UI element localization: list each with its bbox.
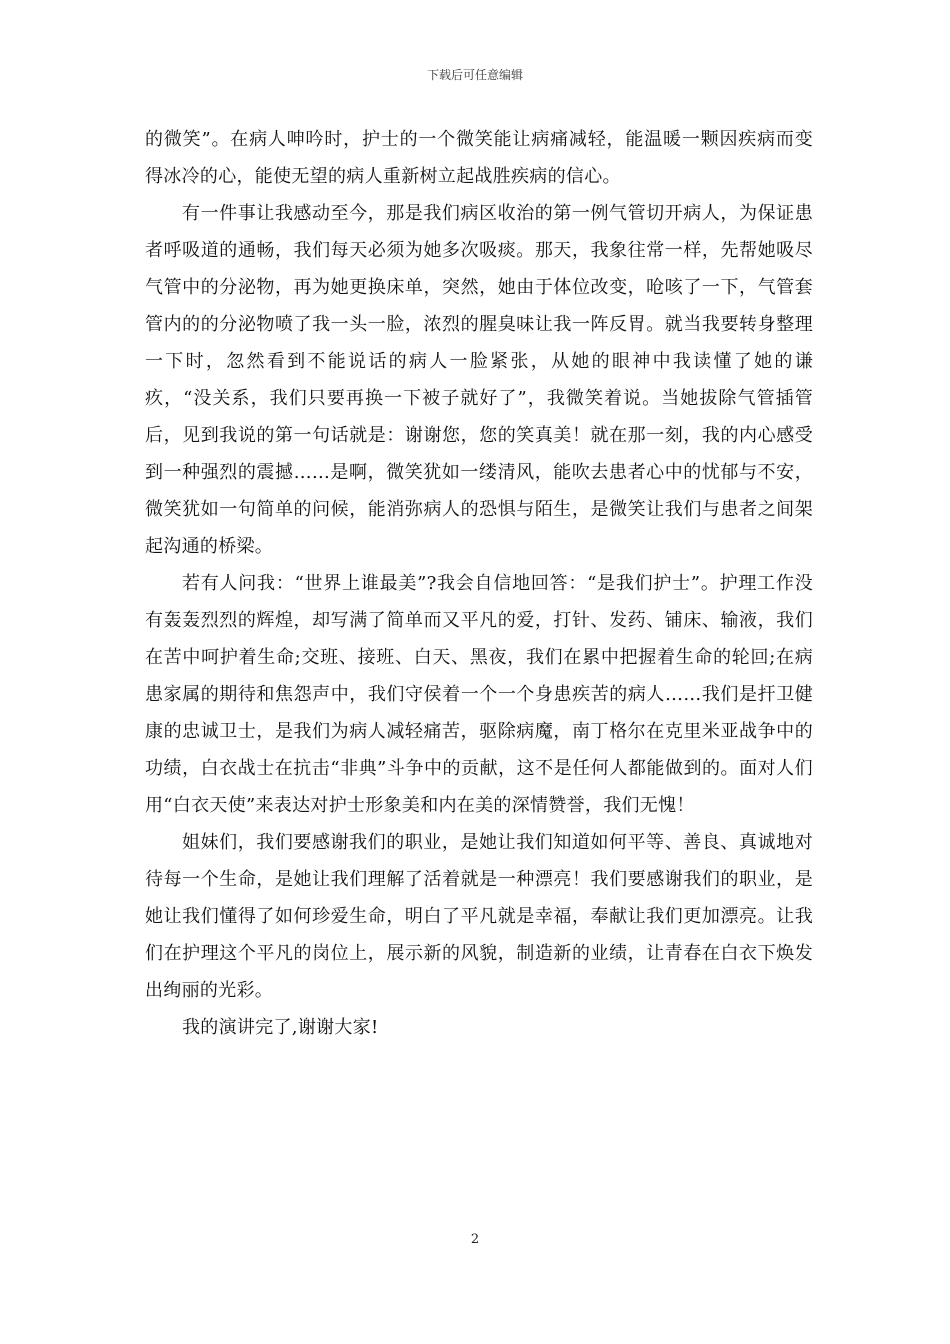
paragraph-continuation: 的微笑”。在病人呻吟时，护士的一个微笑能让病痛减轻，能温暖一颗因疾病而变得冰冷的心，能使无望的病人重新树立起战胜疾病的信心。 <box>145 129 813 187</box>
paragraph-who-is-most-beautiful: 若有人问我：“世界上谁最美”?我会自信地回答：“是我们护士”。护理工作没有轰轰烈烈的辉煌，却写满了简单而又平凡的爱，打针、发药、铺床、输液，我们在苦中呵护着生命;交班、接班、白天、黑夜，我们在累中把握着生命的轮回;在病患家属的期待和焦怨声中，我们守侯着一个一个身患疾苦的病人……我们是扞卫健康的忠诚卫士，是我们为病人减轻痛苦，驱除病魔，南丁格尔在克里米亚战争中的功绩，白衣战士在抗击“非典”斗争中的贡献，这不是任何人都能做到的。面对人们用“白衣天使”来表达对护士形象美和内在美的深情赞誉，我们无愧！ <box>145 573 813 816</box>
page-number: 2 <box>470 1232 480 1247</box>
paragraph-closing: 我的演讲完了,谢谢大家! <box>182 1017 379 1038</box>
page-header: 下载后可任意编辑 <box>426 68 523 82</box>
paragraph-tracheotomy-story: 有一件事让我感动至今，那是我们病区收治的第一例气管切开病人，为保证患者呼吸道的通畅，我们每天必须为她多次吸痰。那天，我象往常一样，先帮她吸尽气管中的分泌物，再为她更换床单，突然，她由于体位改变，呛咳了一下，气管套管内的的分泌物喷了我一头一脸，浓烈的腥臭味让我一阵反胃。就当我要转身整理一下时，忽然看到不能说话的病人一脸紧张，从她的眼神中我读懂了她的谦疚，“没关系，我们只要再换一下被子就好了”，我微笑着说。当她拔除气管插管后，见到我说的第一句话就是：谢谢您，您的笑真美！就在那一刻，我的内心感受到一种强烈的震撼……是啊，微笑犹如一缕清风，能吹去患者心中的忧郁与不安，微笑犹如一句简单的问候，能消弥病人的恐惧与陌生，是微笑让我们与患者之间架起沟通的桥梁。 <box>145 203 813 557</box>
document-body <box>145 121 813 1046</box>
paragraph-thank-profession: 姐妹们，我们要感谢我们的职业，是她让我们知道如何平等、善良、真诚地对待每一个生命，是她让我们理解了活着就是一种漂亮！我们要感谢我们的职业，是她让我们懂得了如何珍爱生命，明白了平凡就是幸福，奉献让我们更加漂亮。让我们在护理这个平凡的岗位上，展示新的风貌，制造新的业绩，让青春在白衣下焕发出绚丽的光彩。 <box>145 832 813 1001</box>
